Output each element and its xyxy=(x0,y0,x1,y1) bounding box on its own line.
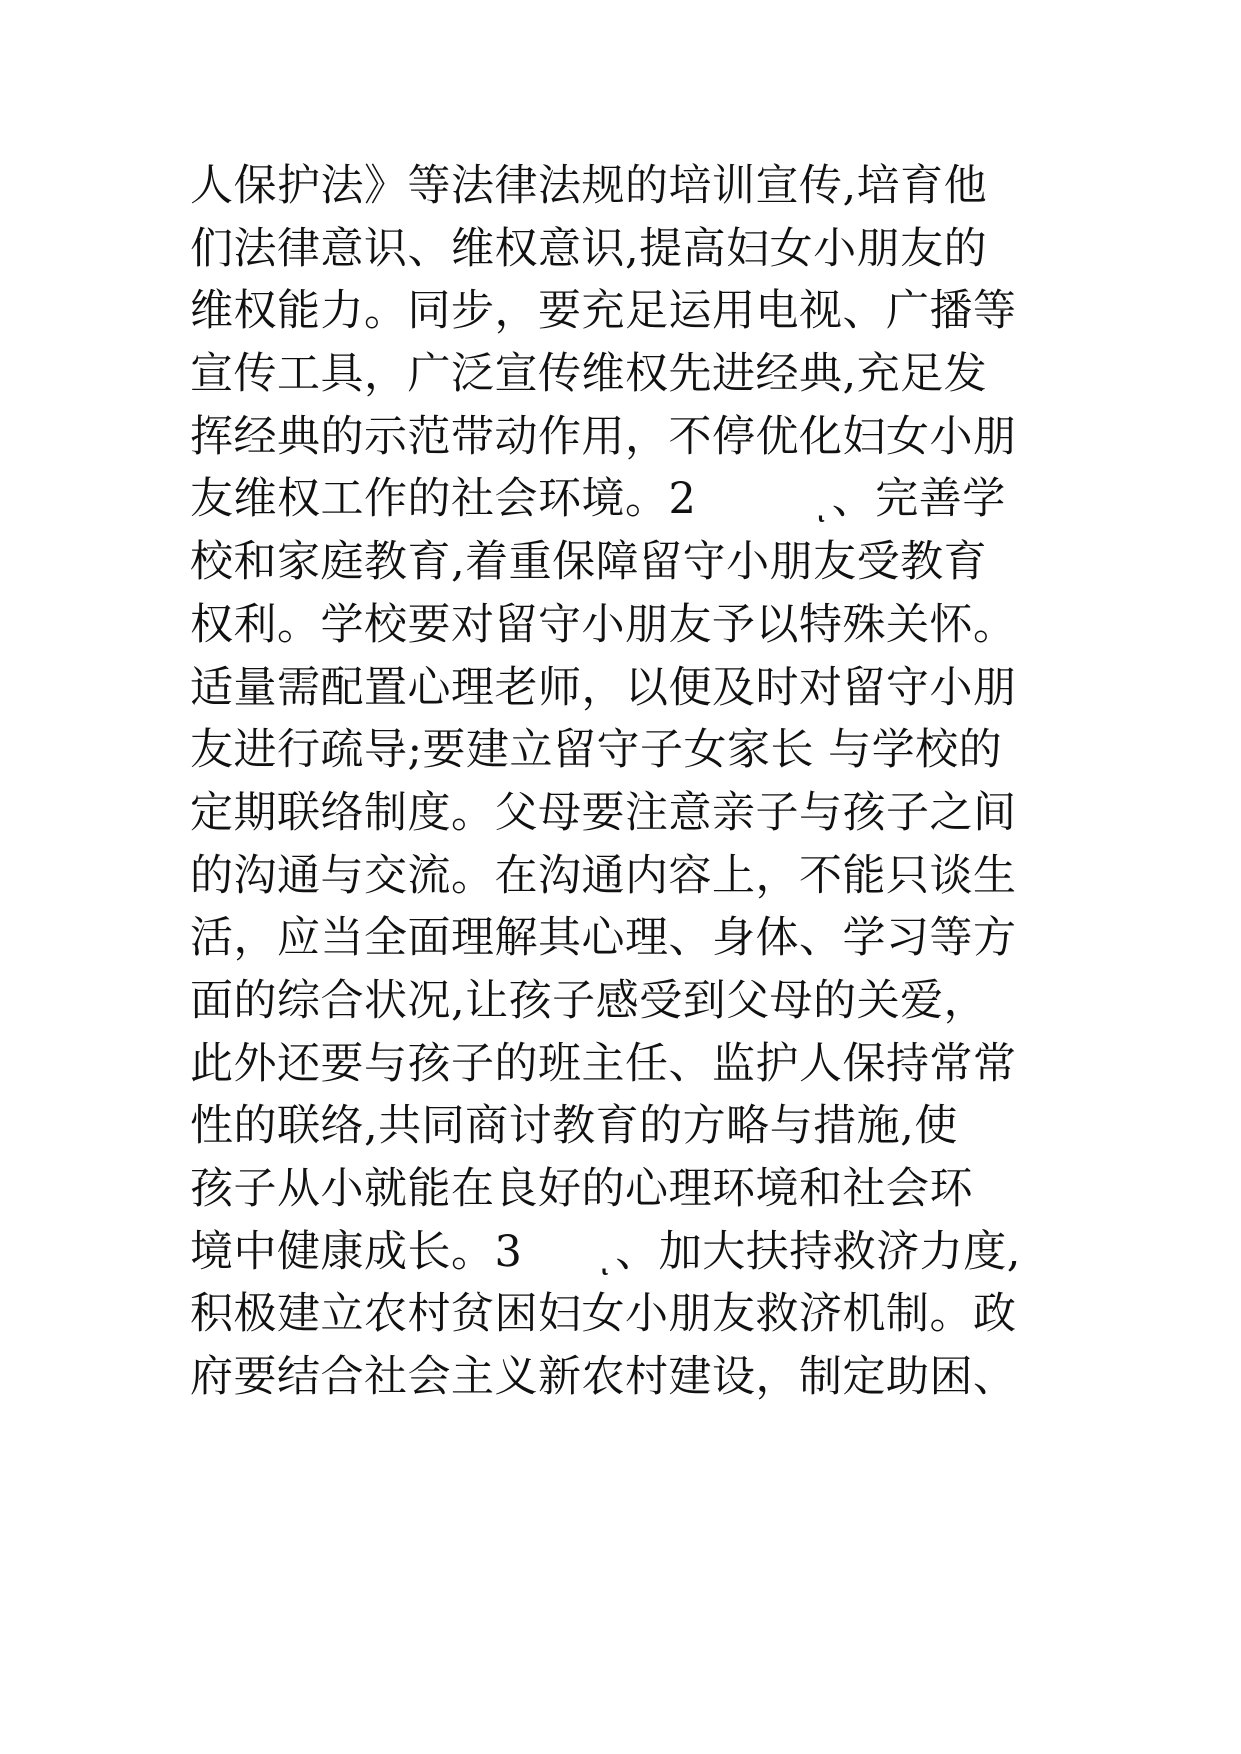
text-line: 宣传工具，广泛宣传维权先进经典,充足发 xyxy=(190,349,988,400)
text-line: 此外还要与孩子的班主任、监护人保持常常 xyxy=(190,1038,1017,1089)
text-line: 友维权工作的社会环境。2 ͺ、完善学 xyxy=(190,474,1006,525)
body-text xyxy=(190,155,1190,1409)
text-line: 积极建立农村贫困妇女小朋友救济机制。政 xyxy=(190,1289,1017,1340)
text-line: 府要结合社会主义新农村建设，制定助困、 xyxy=(190,1352,1017,1403)
text-line: 定期联络制度。父母要注意亲子与孩子之间 xyxy=(190,787,1017,838)
text-line: 校和家庭教育,着重保障留守小朋友受教育 xyxy=(190,537,988,588)
text-line: 适量需配置心理老师，以便及时对留守小朋 xyxy=(190,662,1017,713)
text-line: 孩子从小就能在良好的心理环境和社会环 xyxy=(190,1164,973,1214)
text-line: 友进行疏导;要建立留守子女家长 与学校的 xyxy=(190,725,1003,776)
text-line: 活，应当全面理解其心理、身体、学习等方 xyxy=(190,913,1017,964)
text-line: 们法律意识、维权意识,提高妇女小朋友的 xyxy=(190,223,988,274)
text-line: 挥经典的示范带动作用，不停优化妇女小朋 xyxy=(190,411,1017,462)
text-line: 人保护法》等法律法规的培训宣传,培育他 xyxy=(190,161,988,211)
text-line: 维权能力。同步，要充足运用电视、广播等 xyxy=(190,286,1017,337)
text-line: 面的综合状况,让孩子感受到父母的关爱， xyxy=(190,975,988,1026)
text-line: 性的联络,共同商讨教育的方略与措施,使 xyxy=(190,1101,958,1152)
text-line: 权利。学校要对留守小朋友予以特殊关怀。 xyxy=(190,599,1017,650)
text-line: 的沟通与交流。在沟通内容上，不能只谈生 xyxy=(190,850,1017,901)
text-line: 境中健康成长。3 ͺ、加大扶持救济力度, xyxy=(190,1226,1021,1277)
